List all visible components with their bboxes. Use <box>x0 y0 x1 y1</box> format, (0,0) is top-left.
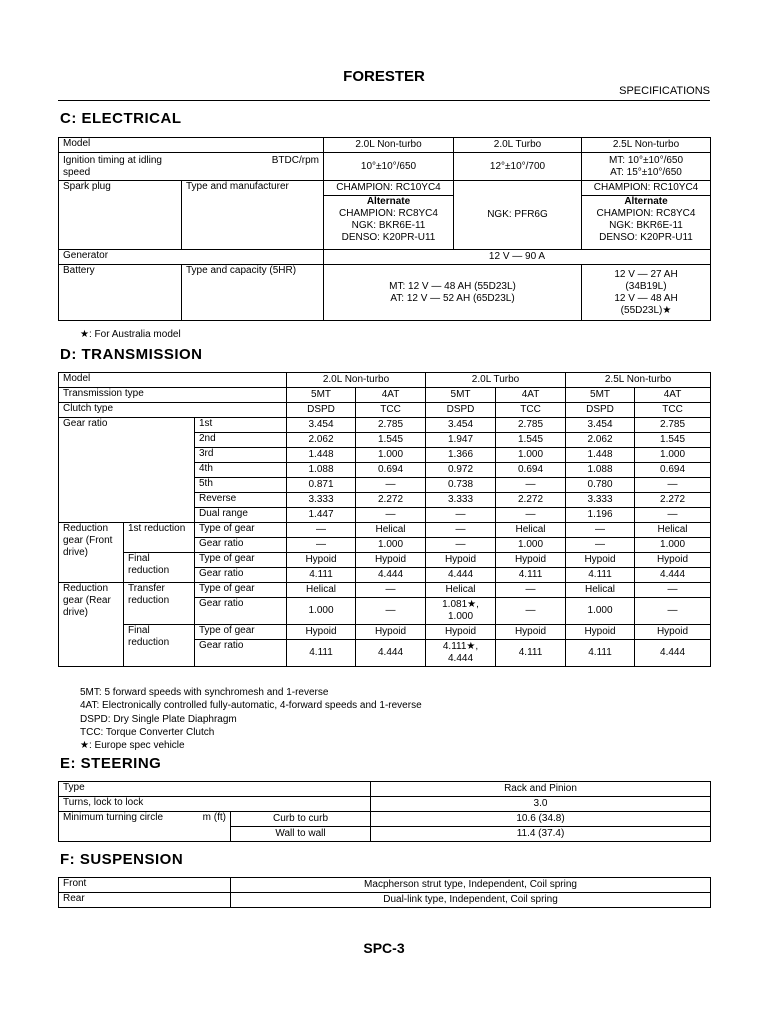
cell: 2.062 <box>566 433 635 448</box>
cell-line: DENSO: K20PR-U11 <box>341 232 436 243</box>
rear-final-label: Final reduction <box>124 625 195 667</box>
gear-name: 5th <box>195 478 287 493</box>
cell: Hypoid <box>496 553 566 568</box>
model-label: Model <box>59 373 287 388</box>
front-label: Reduction gear (Front drive) <box>59 523 124 583</box>
front-label: Front <box>59 878 231 893</box>
spark-nt20 <box>324 181 454 250</box>
cell: Hypoid <box>635 625 711 640</box>
cell: 4.111 <box>496 568 566 583</box>
model-col: 2.5L Non-turbo <box>566 373 711 388</box>
cell: 1.366 <box>426 448 496 463</box>
cell-line: CHAMPION: RC8YC4 <box>339 208 438 219</box>
cell: 1.000 <box>356 448 426 463</box>
cell-line: (55D23L)★ <box>620 304 672 316</box>
cell-line: NGK: BKR6E-11 <box>609 220 683 231</box>
cell: Hypoid <box>356 625 426 640</box>
note-line: 4AT: Electronically controlled fully-automatic, 4-forward speeds and 1-reverse <box>80 700 422 712</box>
row-name: Type of gear <box>195 625 287 640</box>
cell: 1.000 <box>287 598 356 625</box>
wall-value: 11.4 (37.4) <box>371 827 711 842</box>
row-name: Gear ratio <box>195 640 287 667</box>
cell: 3.454 <box>566 418 635 433</box>
table-row <box>59 812 711 827</box>
cell-line: 1.000 <box>448 611 474 622</box>
cell-line: (34B19L) <box>625 280 667 292</box>
model-col: 2.0L Turbo <box>454 138 582 153</box>
table-row <box>59 625 711 640</box>
table-row <box>59 523 711 538</box>
front-final-label: Final reduction <box>124 553 195 583</box>
model-col: 2.0L Non-turbo <box>324 138 454 153</box>
cell: 1.448 <box>287 448 356 463</box>
cell-line: CHAMPION: RC10YC4 <box>582 182 710 196</box>
cell: 1.000 <box>496 538 566 553</box>
cell: Hypoid <box>566 625 635 640</box>
gear-ratio-label: Gear ratio <box>59 418 195 523</box>
table-row <box>59 265 711 321</box>
cell: 4AT <box>635 388 711 403</box>
cell: — <box>566 523 635 538</box>
ignition-cell <box>59 153 324 181</box>
table-row <box>59 782 711 797</box>
cell: 1.088 <box>566 463 635 478</box>
cell: 4.444 <box>356 568 426 583</box>
cell: 4AT <box>356 388 426 403</box>
table-row <box>59 388 711 403</box>
table-row <box>59 153 711 181</box>
spark-sub: Type and manufacturer <box>182 181 324 250</box>
cell: 0.972 <box>426 463 496 478</box>
cell-line: 12 V — 27 AH <box>614 268 678 280</box>
battery-20 <box>324 265 582 321</box>
type-label: Transmission type <box>59 388 287 403</box>
cell: 5MT <box>287 388 356 403</box>
ignition-unit: BTDC/rpm <box>271 154 319 166</box>
table-row <box>59 250 711 265</box>
generator-value: 12 V — 90 A <box>324 250 711 265</box>
cell: Helical <box>426 583 496 598</box>
electrical-heading: C: ELECTRICAL <box>60 110 182 127</box>
cell: Helical <box>356 523 426 538</box>
circle-unit: m (ft) <box>202 812 226 823</box>
model-col: 2.0L Turbo <box>426 373 566 388</box>
cell: 4.111 <box>287 568 356 583</box>
table-row <box>59 878 711 893</box>
cell-line: Alternate <box>366 196 411 207</box>
cell-line: NGK: BKR6E-11 <box>351 220 426 231</box>
cell: 0.694 <box>356 463 426 478</box>
cell-line: MT: 12 V — 48 AH (55D23L) <box>389 280 516 292</box>
cell: 1.447 <box>287 508 356 523</box>
cell: Helical <box>287 583 356 598</box>
front-value: Macpherson strut type, Independent, Coil spring <box>231 878 711 893</box>
spark-label: Spark plug <box>59 181 182 250</box>
cell: 0.694 <box>496 463 566 478</box>
gear-name: Dual range <box>195 508 287 523</box>
cell: 3.454 <box>287 418 356 433</box>
cell: TCC <box>635 403 711 418</box>
electrical-table <box>58 137 711 321</box>
cell: 2.272 <box>635 493 711 508</box>
row-name: Type of gear <box>195 553 287 568</box>
row-name: Gear ratio <box>195 568 287 583</box>
model-label: Model <box>59 138 324 153</box>
transmission-heading: D: TRANSMISSION <box>60 346 203 363</box>
cell: — <box>496 478 566 493</box>
circle-label: Minimum turning circle <box>63 812 164 823</box>
cell: — <box>635 478 711 493</box>
cell: TCC <box>356 403 426 418</box>
cell: 0.871 <box>287 478 356 493</box>
cell-line: 12 V — 48 AH <box>614 292 678 304</box>
cell: 2.062 <box>287 433 356 448</box>
page-number: SPC-3 <box>363 940 405 956</box>
cell-line: CHAMPION: RC8YC4 <box>596 208 696 219</box>
cell: Helical <box>496 523 566 538</box>
cell: 5MT <box>426 388 496 403</box>
table-row <box>59 553 711 568</box>
cell: Hypoid <box>426 553 496 568</box>
cell: 4.111 <box>566 640 635 667</box>
cell: — <box>496 598 566 625</box>
cell: 4.111 <box>496 640 566 667</box>
cell: 4.111 <box>287 640 356 667</box>
cell: 1.545 <box>496 433 566 448</box>
cell: — <box>287 523 356 538</box>
cell-line: 1.081★, <box>442 599 479 610</box>
cell-line: AT: 12 V — 52 AH (65D23L) <box>390 292 515 304</box>
table-row <box>59 181 711 250</box>
note-line: 5MT: 5 forward speeds with synchromesh and 1-reverse <box>80 687 329 698</box>
cell: 1.000 <box>496 448 566 463</box>
cell-line: Alternate <box>624 196 668 207</box>
cell: TCC <box>496 403 566 418</box>
steering-table <box>58 781 711 842</box>
cell: 1.088 <box>287 463 356 478</box>
cell: 1.000 <box>356 538 426 553</box>
ignition-label: Ignition timing at idling speed <box>63 154 162 178</box>
note-line: DSPD: Dry Single Plate Diaphragm <box>80 713 237 725</box>
battery-25 <box>582 265 711 321</box>
cell: 4AT <box>496 388 566 403</box>
cell: Hypoid <box>287 625 356 640</box>
rear-label: Reduction gear (Rear drive) <box>59 583 124 667</box>
cell: Helical <box>635 523 711 538</box>
cell: 4.444 <box>635 568 711 583</box>
cell: 1.196 <box>566 508 635 523</box>
cell: 1.545 <box>635 433 711 448</box>
cell: — <box>426 508 496 523</box>
cell-line: DENSO: K20PR-U11 <box>599 232 693 243</box>
cell: Hypoid <box>496 625 566 640</box>
cell: 2.272 <box>496 493 566 508</box>
rear-label: Rear <box>59 893 231 908</box>
cell: — <box>287 538 356 553</box>
cell: Hypoid <box>426 625 496 640</box>
model-col: 2.0L Non-turbo <box>287 373 426 388</box>
cell: DSPD <box>566 403 635 418</box>
steering-type-value: Rack and Pinion <box>371 782 711 797</box>
gear-name: 2nd <box>195 433 287 448</box>
cell: DSPD <box>287 403 356 418</box>
table-row <box>59 797 711 812</box>
row-name: Type of gear <box>195 523 287 538</box>
cell: 5MT <box>566 388 635 403</box>
cell: 1.947 <box>426 433 496 448</box>
curb-value: 10.6 (34.8) <box>371 812 711 827</box>
cell: — <box>356 598 426 625</box>
cell: — <box>635 598 711 625</box>
spark-nt25 <box>582 181 711 250</box>
cell: 2.272 <box>356 493 426 508</box>
cell: 1.000 <box>635 538 711 553</box>
gear-name: 1st <box>195 418 287 433</box>
cell: 3.333 <box>287 493 356 508</box>
cell: Helical <box>566 583 635 598</box>
turns-value: 3.0 <box>371 797 711 812</box>
spark-t20: NGK: PFR6G <box>454 181 582 250</box>
table-row <box>59 893 711 908</box>
suspension-heading: F: SUSPENSION <box>60 851 184 868</box>
electrical-note: ★: For Australia model <box>80 329 181 340</box>
cell: 4.444 <box>426 568 496 583</box>
cell-line: 4.444 <box>448 653 474 664</box>
suspension-table <box>58 877 711 908</box>
table-row <box>59 403 711 418</box>
section-label: SPECIFICATIONS <box>619 85 710 97</box>
cell: 10°±10°/650 <box>324 153 454 181</box>
rear-transfer-label: Transfer reduction <box>124 583 195 625</box>
front-1st-label: 1st reduction <box>124 523 195 553</box>
curb-label: Curb to curb <box>231 812 371 827</box>
cell: 2.785 <box>635 418 711 433</box>
row-name: Gear ratio <box>195 538 287 553</box>
cell: — <box>426 523 496 538</box>
cell: 4.444 <box>356 640 426 667</box>
cell-line: MT: 10°±10°/650 <box>608 154 684 166</box>
rear-value: Dual-link type, Independent, Coil spring <box>231 893 711 908</box>
document-title: FORESTER <box>343 68 425 85</box>
transmission-table <box>58 372 711 667</box>
cell: 1.000 <box>566 598 635 625</box>
cell-line: 4.111★, <box>442 641 479 652</box>
model-col: 2.5L Non-turbo <box>582 138 711 153</box>
steering-type-label: Type <box>59 782 371 797</box>
cell: 1.000 <box>635 448 711 463</box>
gear-name: 3rd <box>195 448 287 463</box>
note-line: TCC: Torque Converter Clutch <box>80 726 215 738</box>
steering-heading: E: STEERING <box>60 755 162 772</box>
row-name: Type of gear <box>195 583 287 598</box>
cell: — <box>496 583 566 598</box>
cell: 1.448 <box>566 448 635 463</box>
clutch-label: Clutch type <box>59 403 287 418</box>
table-row <box>59 138 711 153</box>
cell: — <box>426 538 496 553</box>
cell: 0.738 <box>426 478 496 493</box>
cell: 3.333 <box>566 493 635 508</box>
gear-name: Reverse <box>195 493 287 508</box>
table-row <box>59 373 711 388</box>
table-row <box>59 418 711 433</box>
cell-line: AT: 15°±10°/650 <box>610 166 682 178</box>
header-rule <box>58 100 710 101</box>
cell: — <box>635 583 711 598</box>
cell: DSPD <box>426 403 496 418</box>
cell: 12°±10°/700 <box>454 153 582 181</box>
cell: 2.785 <box>356 418 426 433</box>
cell: — <box>635 508 711 523</box>
cell: 4.444 <box>635 640 711 667</box>
cell: 2.785 <box>496 418 566 433</box>
transmission-notes <box>80 686 422 752</box>
battery-sub: Type and capacity (5HR) <box>182 265 324 321</box>
cell <box>426 640 496 667</box>
cell: 0.780 <box>566 478 635 493</box>
cell: 4.111 <box>566 568 635 583</box>
cell: 0.694 <box>635 463 711 478</box>
cell: Hypoid <box>566 553 635 568</box>
row-name: Gear ratio <box>195 598 287 625</box>
note-line: ★: Europe spec vehicle <box>80 740 185 752</box>
cell: Hypoid <box>635 553 711 568</box>
cell <box>582 153 711 181</box>
cell: Hypoid <box>287 553 356 568</box>
cell: 3.454 <box>426 418 496 433</box>
cell: — <box>356 508 426 523</box>
cell: — <box>356 583 426 598</box>
cell: — <box>356 478 426 493</box>
table-row <box>59 583 711 598</box>
cell-line: CHAMPION: RC10YC4 <box>324 182 453 196</box>
cell: Hypoid <box>356 553 426 568</box>
cell: 3.333 <box>426 493 496 508</box>
turns-label: Turns, lock to lock <box>59 797 371 812</box>
generator-label: Generator <box>59 250 324 265</box>
wall-label: Wall to wall <box>231 827 371 842</box>
gear-name: 4th <box>195 463 287 478</box>
cell: — <box>566 538 635 553</box>
cell <box>426 598 496 625</box>
cell: 1.545 <box>356 433 426 448</box>
cell: — <box>496 508 566 523</box>
battery-label: Battery <box>59 265 182 321</box>
circle-cell <box>59 812 231 842</box>
